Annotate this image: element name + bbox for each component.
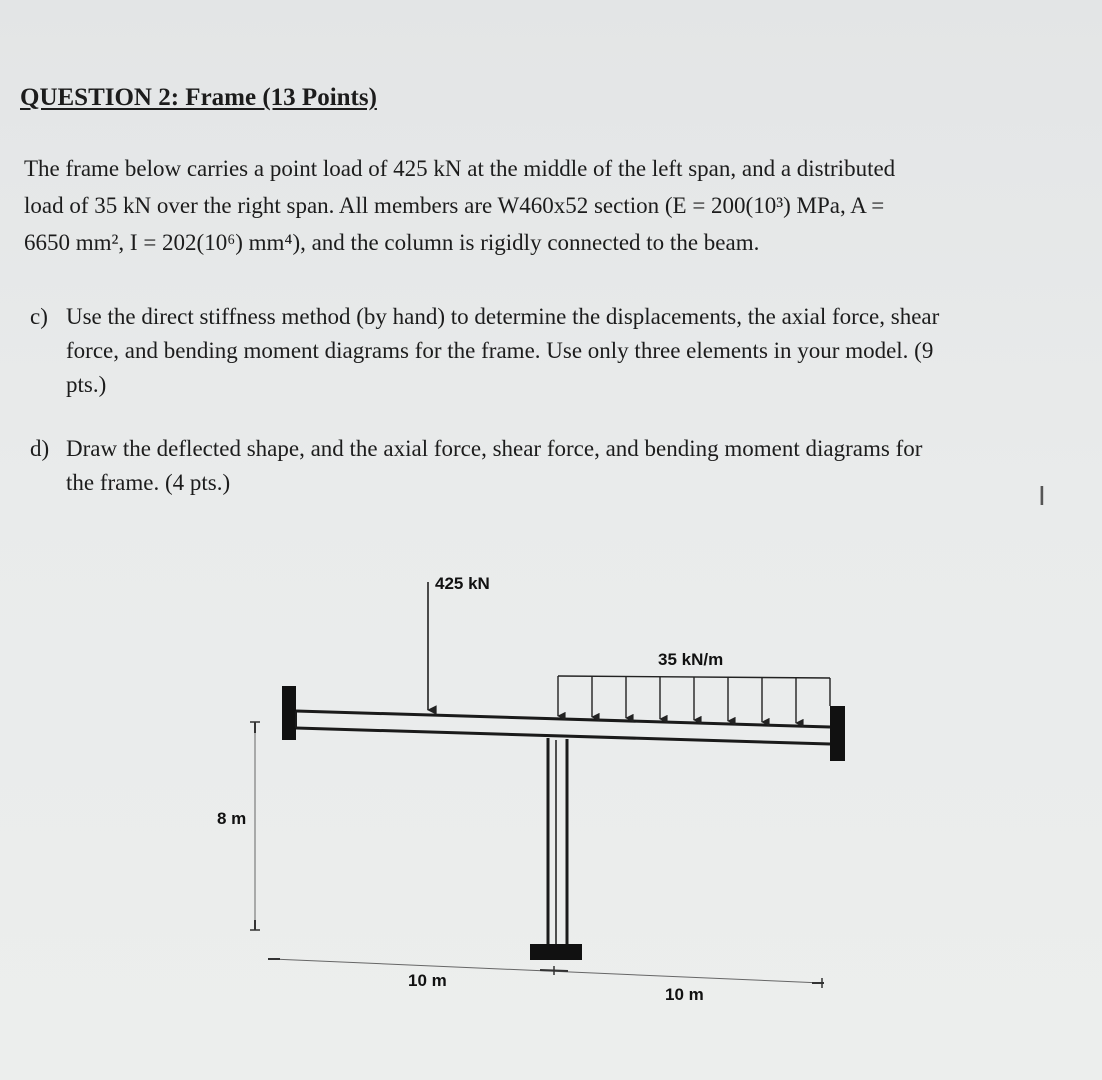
part-d-marker: d) — [30, 436, 50, 461]
part-d-text: Draw the deflected shape, and the axial force, shear force, and bending moment diagrams for — [66, 436, 923, 461]
text-cursor-icon: I — [1038, 480, 1046, 511]
intro-line: The frame below carries a point load of 425 kN at the middle of the left span, and a distributed — [24, 156, 896, 181]
intro-line: load of 35 kN over the right span. All members are W460x52 section (E = 200(10³) MPa, A = — [24, 193, 885, 218]
part-c-line: pts.) — [66, 372, 107, 397]
beam — [296, 711, 830, 744]
column-fixed-support — [530, 944, 582, 960]
right-span-label: 10 m — [665, 985, 704, 1004]
question-title: QUESTION 2: Frame (13 Points) — [20, 84, 377, 111]
distributed-load — [558, 676, 830, 723]
column — [548, 738, 567, 946]
part-c-line: force, and bending moment diagrams for the frame. Use only three elements in your model. (9 — [66, 338, 934, 363]
part-c-marker: c) — [30, 304, 48, 329]
span-dimensions — [268, 959, 824, 988]
point-load-label: 425 kN — [435, 574, 490, 593]
height-label: 8 m — [217, 809, 247, 828]
part-d-line: the frame. (4 pts.) — [66, 470, 231, 495]
height-dimension — [250, 722, 260, 930]
left-fixed-support — [282, 686, 296, 740]
intro-line: 6650 mm², I = 202(10⁶) mm⁴), and the column is rigidly connected to the beam. — [24, 230, 760, 255]
part-c-text: Use the direct stiffness method (by hand) to determine the displacements, the axial force, shear — [66, 304, 940, 329]
distributed-load-label: 35 kN/m — [658, 650, 724, 669]
right-fixed-support — [830, 706, 845, 761]
left-span-label: 10 m — [408, 971, 447, 990]
